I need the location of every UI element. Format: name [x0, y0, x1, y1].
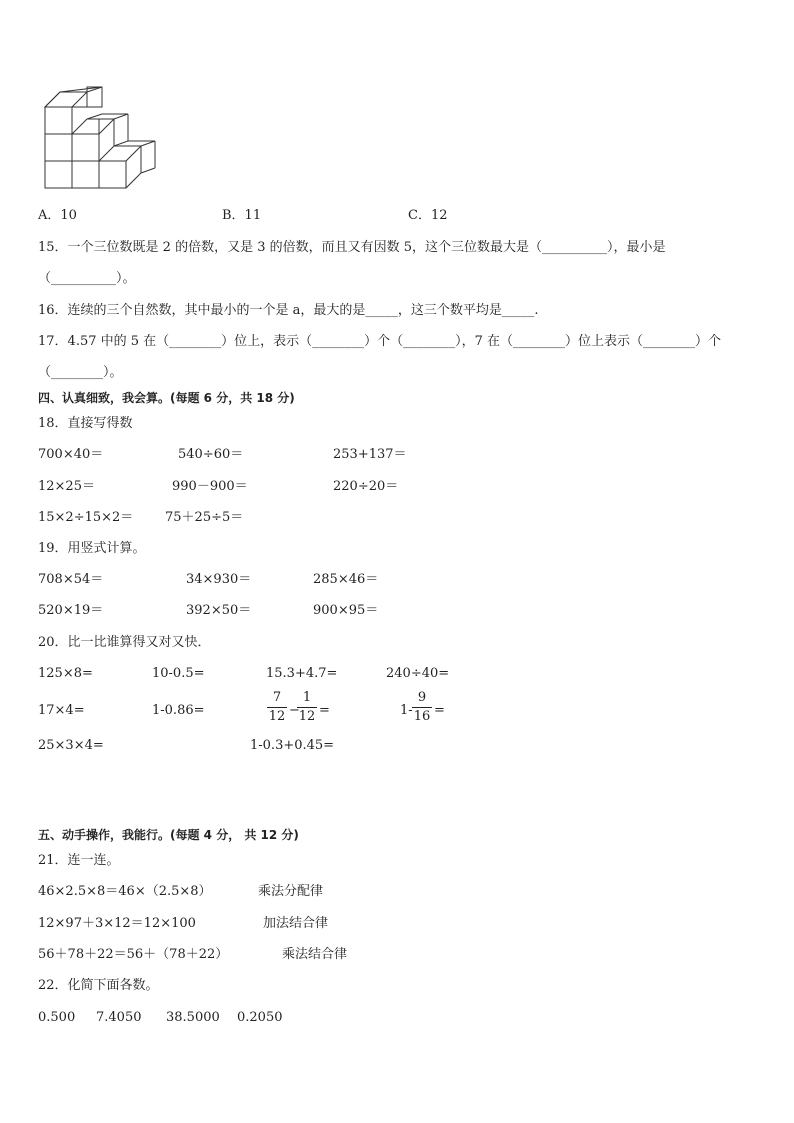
option-a: A．10: [38, 208, 77, 223]
calc-item: 285×46＝: [313, 572, 379, 587]
calc-item: 15.3+4.7=: [266, 666, 338, 681]
question-22-title: 22．化简下面各数。: [38, 978, 159, 993]
number-item: 0.500: [38, 1010, 76, 1025]
match-right-item: 乘法分配律: [258, 884, 324, 899]
question-15-line2: （__________）。: [38, 271, 136, 286]
question-15-line1: 15．一个三位数既是 2 的倍数，又是 3 的倍数，而且又有因数 5，这个三位数最大是（__________），最小是: [38, 240, 666, 255]
question-18-title: 18．直接写得数: [38, 416, 133, 431]
equals-sign: =: [319, 703, 330, 718]
calc-item: 1-0.86=: [152, 703, 205, 718]
fraction-denominator: 12: [268, 709, 286, 724]
question-17-line2: （________）。: [38, 365, 123, 380]
fraction-denominator: 16: [413, 709, 431, 724]
section-5-title: 五、动手操作，我能行。(每题 4 分， 共 12 分): [38, 828, 299, 842]
fraction-1-12: [297, 690, 317, 725]
calc-item: 12×25＝: [38, 479, 95, 494]
calc-item: 15×2÷15×2＝: [38, 510, 134, 525]
calc-item: 125×8=: [38, 666, 93, 681]
match-right-item: 乘法结合律: [282, 947, 348, 962]
calc-item: 540÷60＝: [178, 447, 244, 462]
calc-item: 990－900＝: [172, 479, 248, 494]
one-minus: 1-: [400, 703, 413, 718]
option-c: C．12: [408, 208, 448, 223]
calc-item: 75＋25÷5＝: [165, 510, 244, 525]
question-19-title: 19．用竖式计算。: [38, 541, 146, 556]
calc-item: 25×3×4=: [38, 738, 104, 753]
option-b: B．11: [222, 208, 262, 223]
equals-sign: =: [434, 703, 445, 718]
calc-item: 240÷40=: [386, 666, 450, 681]
minus-sign: −: [289, 703, 300, 718]
fraction-numerator: 1: [297, 690, 317, 708]
calc-item: 392×50＝: [186, 603, 252, 618]
question-17-line1: 17．4.57 中的 5 在（________）位上，表示（________）个（________），7 在（________）位上表示（________）个: [38, 334, 722, 349]
number-item: 0.2050: [237, 1010, 283, 1025]
fraction-numerator: 9: [412, 690, 432, 708]
fraction-denominator: 12: [298, 709, 316, 724]
match-right-item: 加法结合律: [263, 916, 329, 931]
match-left-item: 46×2.5×8＝46×（2.5×8）: [38, 884, 212, 899]
calc-item: 17×4=: [38, 703, 85, 718]
calc-item: 708×54＝: [38, 572, 104, 587]
calc-item: 253+137＝: [333, 447, 407, 462]
fraction-7-12: [267, 690, 287, 725]
calc-item: 1-0.3+0.45=: [250, 738, 335, 753]
stacked-cubes-icon: [40, 85, 160, 195]
number-item: 7.4050: [96, 1010, 142, 1025]
calc-item: 10-0.5=: [152, 666, 205, 681]
calc-item: 700×40＝: [38, 447, 104, 462]
question-21-title: 21．连一连。: [38, 853, 120, 868]
question-20-title: 20．比一比谁算得又对又快．: [38, 635, 211, 650]
fraction-numerator: 7: [267, 690, 287, 708]
calc-item: 900×95＝: [313, 603, 379, 618]
fraction-9-16: [412, 690, 432, 725]
calc-item: 34×930＝: [186, 572, 252, 587]
section-4-title: 四、认真细致，我会算。(每题 6 分，共 18 分): [38, 391, 295, 405]
question-16: 16．连续的三个自然数，其中最小的一个是 a，最大的是_____，这三个数平均是_____.: [38, 303, 539, 318]
calc-item: 220÷20＝: [333, 479, 399, 494]
match-left-item: 12×97＋3×12＝12×100: [38, 916, 196, 931]
number-item: 38.5000: [166, 1010, 220, 1025]
match-left-item: 56＋78＋22＝56＋（78＋22）: [38, 947, 229, 962]
calc-item: 520×19＝: [38, 603, 104, 618]
